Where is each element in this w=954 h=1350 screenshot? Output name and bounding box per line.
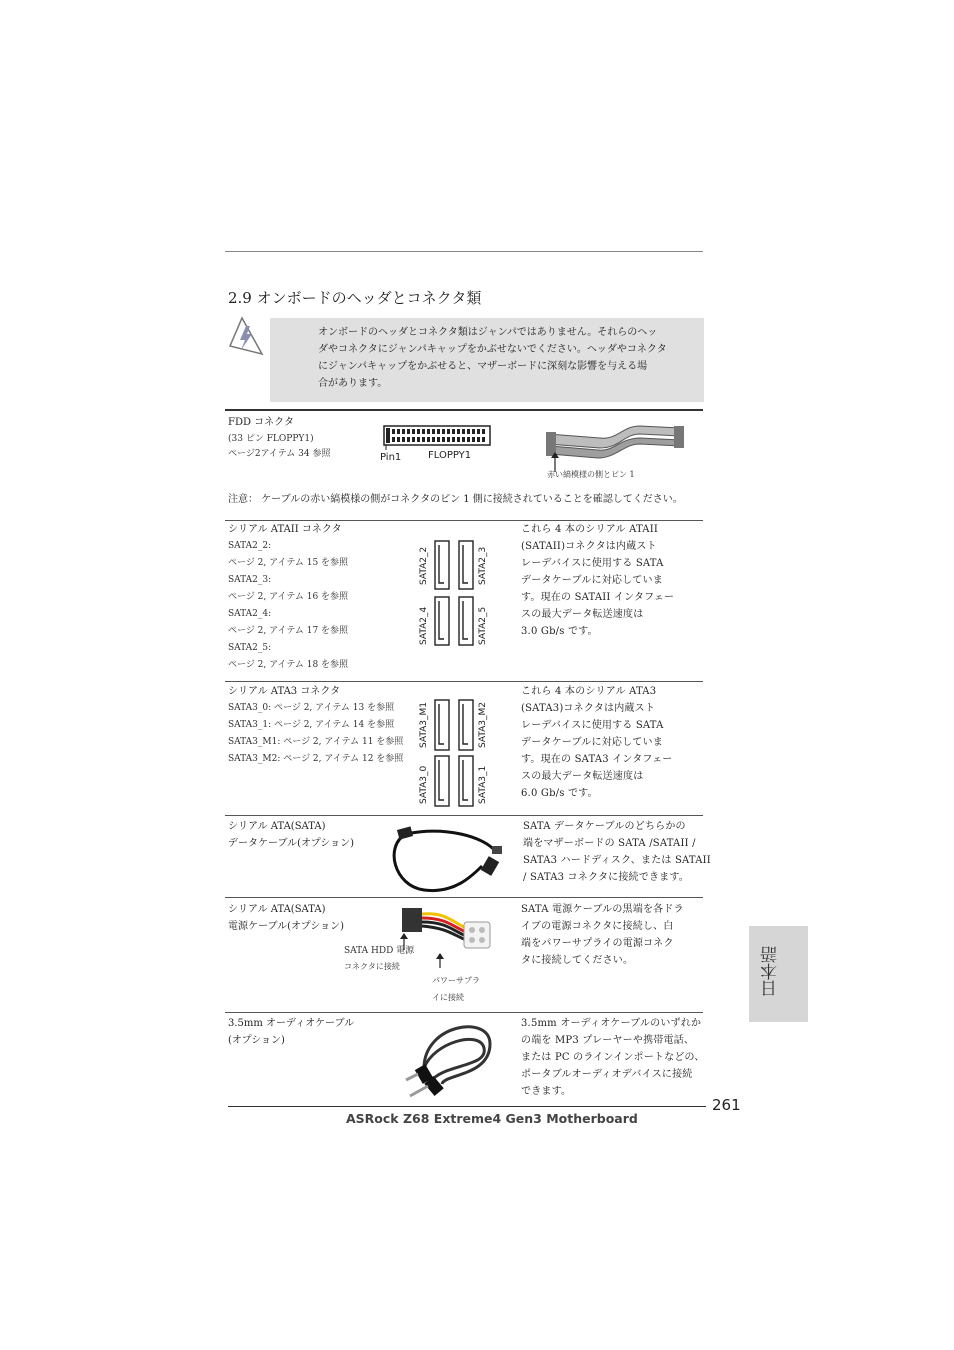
warning-text: オンボードのヘッダとコネクタ類はジャンパではありません。それらのヘッ ダやコネクタにジャンパキャップをかぶせないでください。ヘッダやコネクタ にジャンパキャップをかぶせると、マザーボードに深刻な影響を与える場 合があります。 bbox=[318, 327, 667, 389]
audio-cable-image bbox=[394, 1014, 498, 1100]
fdd-sub: (33 ピン FLOPPY1) bbox=[228, 434, 314, 444]
sata3-port-label: SATA3_0 bbox=[419, 765, 429, 804]
top-rule bbox=[225, 251, 703, 252]
power-psu-label: パワーサプラ イに接続 bbox=[432, 976, 480, 1002]
floppy-header-diagram bbox=[380, 424, 492, 450]
floppy-cable-image bbox=[540, 420, 686, 472]
sata3-desc: これら 4 本のシリアル ATA3 (SATA3)コネクタは内蔵スト レーデバイスに使用する SATA データケーブルに対応していま す。現在の SATA3 インタフェー スの最大データ転送速度は 6.0 Gb/s です。 bbox=[521, 686, 673, 799]
fdd-floppy-label: FLOPPY1 bbox=[428, 450, 472, 461]
fdd-pin1-label: Pin1 bbox=[380, 452, 402, 463]
sata3-title: シリアル ATA3 コネクタ bbox=[228, 686, 341, 697]
sata3-port-label: SATA3_M1 bbox=[419, 701, 429, 748]
power-cable-desc: SATA 電源ケーブルの黒端を各ドラ イブの電源コネクタに接続し、白 端をパワーサプライの電源コネク タに接続してください。 bbox=[521, 904, 684, 966]
audio-cable-rule bbox=[225, 1012, 703, 1013]
fdd-cable-note: 赤い縞模様の側とピン 1 bbox=[547, 470, 635, 479]
sata2-port-label: SATA2_3 bbox=[478, 546, 488, 585]
warning-icon bbox=[226, 316, 266, 356]
audio-cable-title: 3.5mm オーディオケーブル (オプション) bbox=[228, 1018, 355, 1046]
sata-cable-desc: SATA データケーブルのどちらかの 端をマザーボードの SATA /SATAII / SATA3 ハードディスク、または SATAII / SATA3 コネクタに接続できます。 bbox=[523, 821, 711, 883]
section-title: 2.9 オンボードのヘッダとコネクタ類 bbox=[228, 289, 482, 307]
sata3-connector-diagram bbox=[414, 694, 504, 809]
sata2-desc: これら 4 本のシリアル ATAII (SATAII)コネクタは内蔵スト レーデバイスに使用する SATA データケーブルに対応していま す。現在の SATAII インタフェー スの最大データ転送速度は 3.0 Gb/s です。 bbox=[521, 524, 675, 637]
footer-rule bbox=[228, 1106, 706, 1107]
power-cable-title: シリアル ATA(SATA) 電源ケーブル(オプション) bbox=[228, 904, 345, 932]
sata3-rule bbox=[225, 681, 703, 682]
fdd-rule bbox=[225, 409, 703, 411]
fdd-title: FDD コネクタ bbox=[228, 417, 294, 428]
sata3-items: SATA3_0: ページ 2, アイテム 13 を参照 SATA3_1: ページ 2, アイテム 14 を参照 SATA3_M1: ページ 2, アイテム 11 を参照 SATA3_M2: ページ 2, アイテム 12 を参照 bbox=[228, 703, 404, 764]
sata3-port-label: SATA3_1 bbox=[478, 765, 488, 804]
power-hdd-label: SATA HDD 電源 コネクタに接続 bbox=[344, 946, 415, 971]
fdd-ref: ページ2アイテム 34 参照 bbox=[228, 449, 331, 459]
sata2-port-label: SATA2_5 bbox=[478, 606, 488, 645]
sata-data-cable-image bbox=[384, 816, 514, 900]
sata2-port-label: SATA2_2 bbox=[419, 546, 429, 585]
fdd-note: 注意： ケーブルの赤い縞模様の側がコネクタのピン 1 側に接続されていることを確認してください。 bbox=[228, 494, 683, 505]
side-tab-label: 日本語 bbox=[761, 946, 781, 997]
footer-product: ASRock Z68 Extreme4 Gen3 Motherboard bbox=[346, 1111, 638, 1126]
audio-cable-desc: 3.5mm オーディオケーブルのいずれか の端を MP3 プレーヤーや携帯電話、 または PC のラインインポートなどの、 ポータブルオーディオデバイスに接続 できます。 bbox=[521, 1018, 705, 1097]
sata2-title: シリアル ATAII コネクタ bbox=[228, 524, 342, 535]
sata2-items: SATA2_2: ページ 2, アイテム 15 を参照 SATA2_3: ページ 2, アイテム 16 を参照 SATA2_4: ページ 2, アイテム 17 を参照 SATA2_5: ページ 2, アイテム 18 を参照 bbox=[228, 541, 349, 670]
sata-cable-title: シリアル ATA(SATA) データケーブル(オプション) bbox=[228, 821, 355, 849]
sata2-connector-diagram bbox=[414, 535, 504, 650]
sata3-port-label: SATA3_M2 bbox=[478, 701, 488, 748]
page-number: 261 bbox=[712, 1096, 741, 1114]
sata2-port-label: SATA2_4 bbox=[419, 606, 429, 645]
warning-box bbox=[270, 318, 704, 402]
language-side-tab bbox=[749, 926, 808, 1022]
